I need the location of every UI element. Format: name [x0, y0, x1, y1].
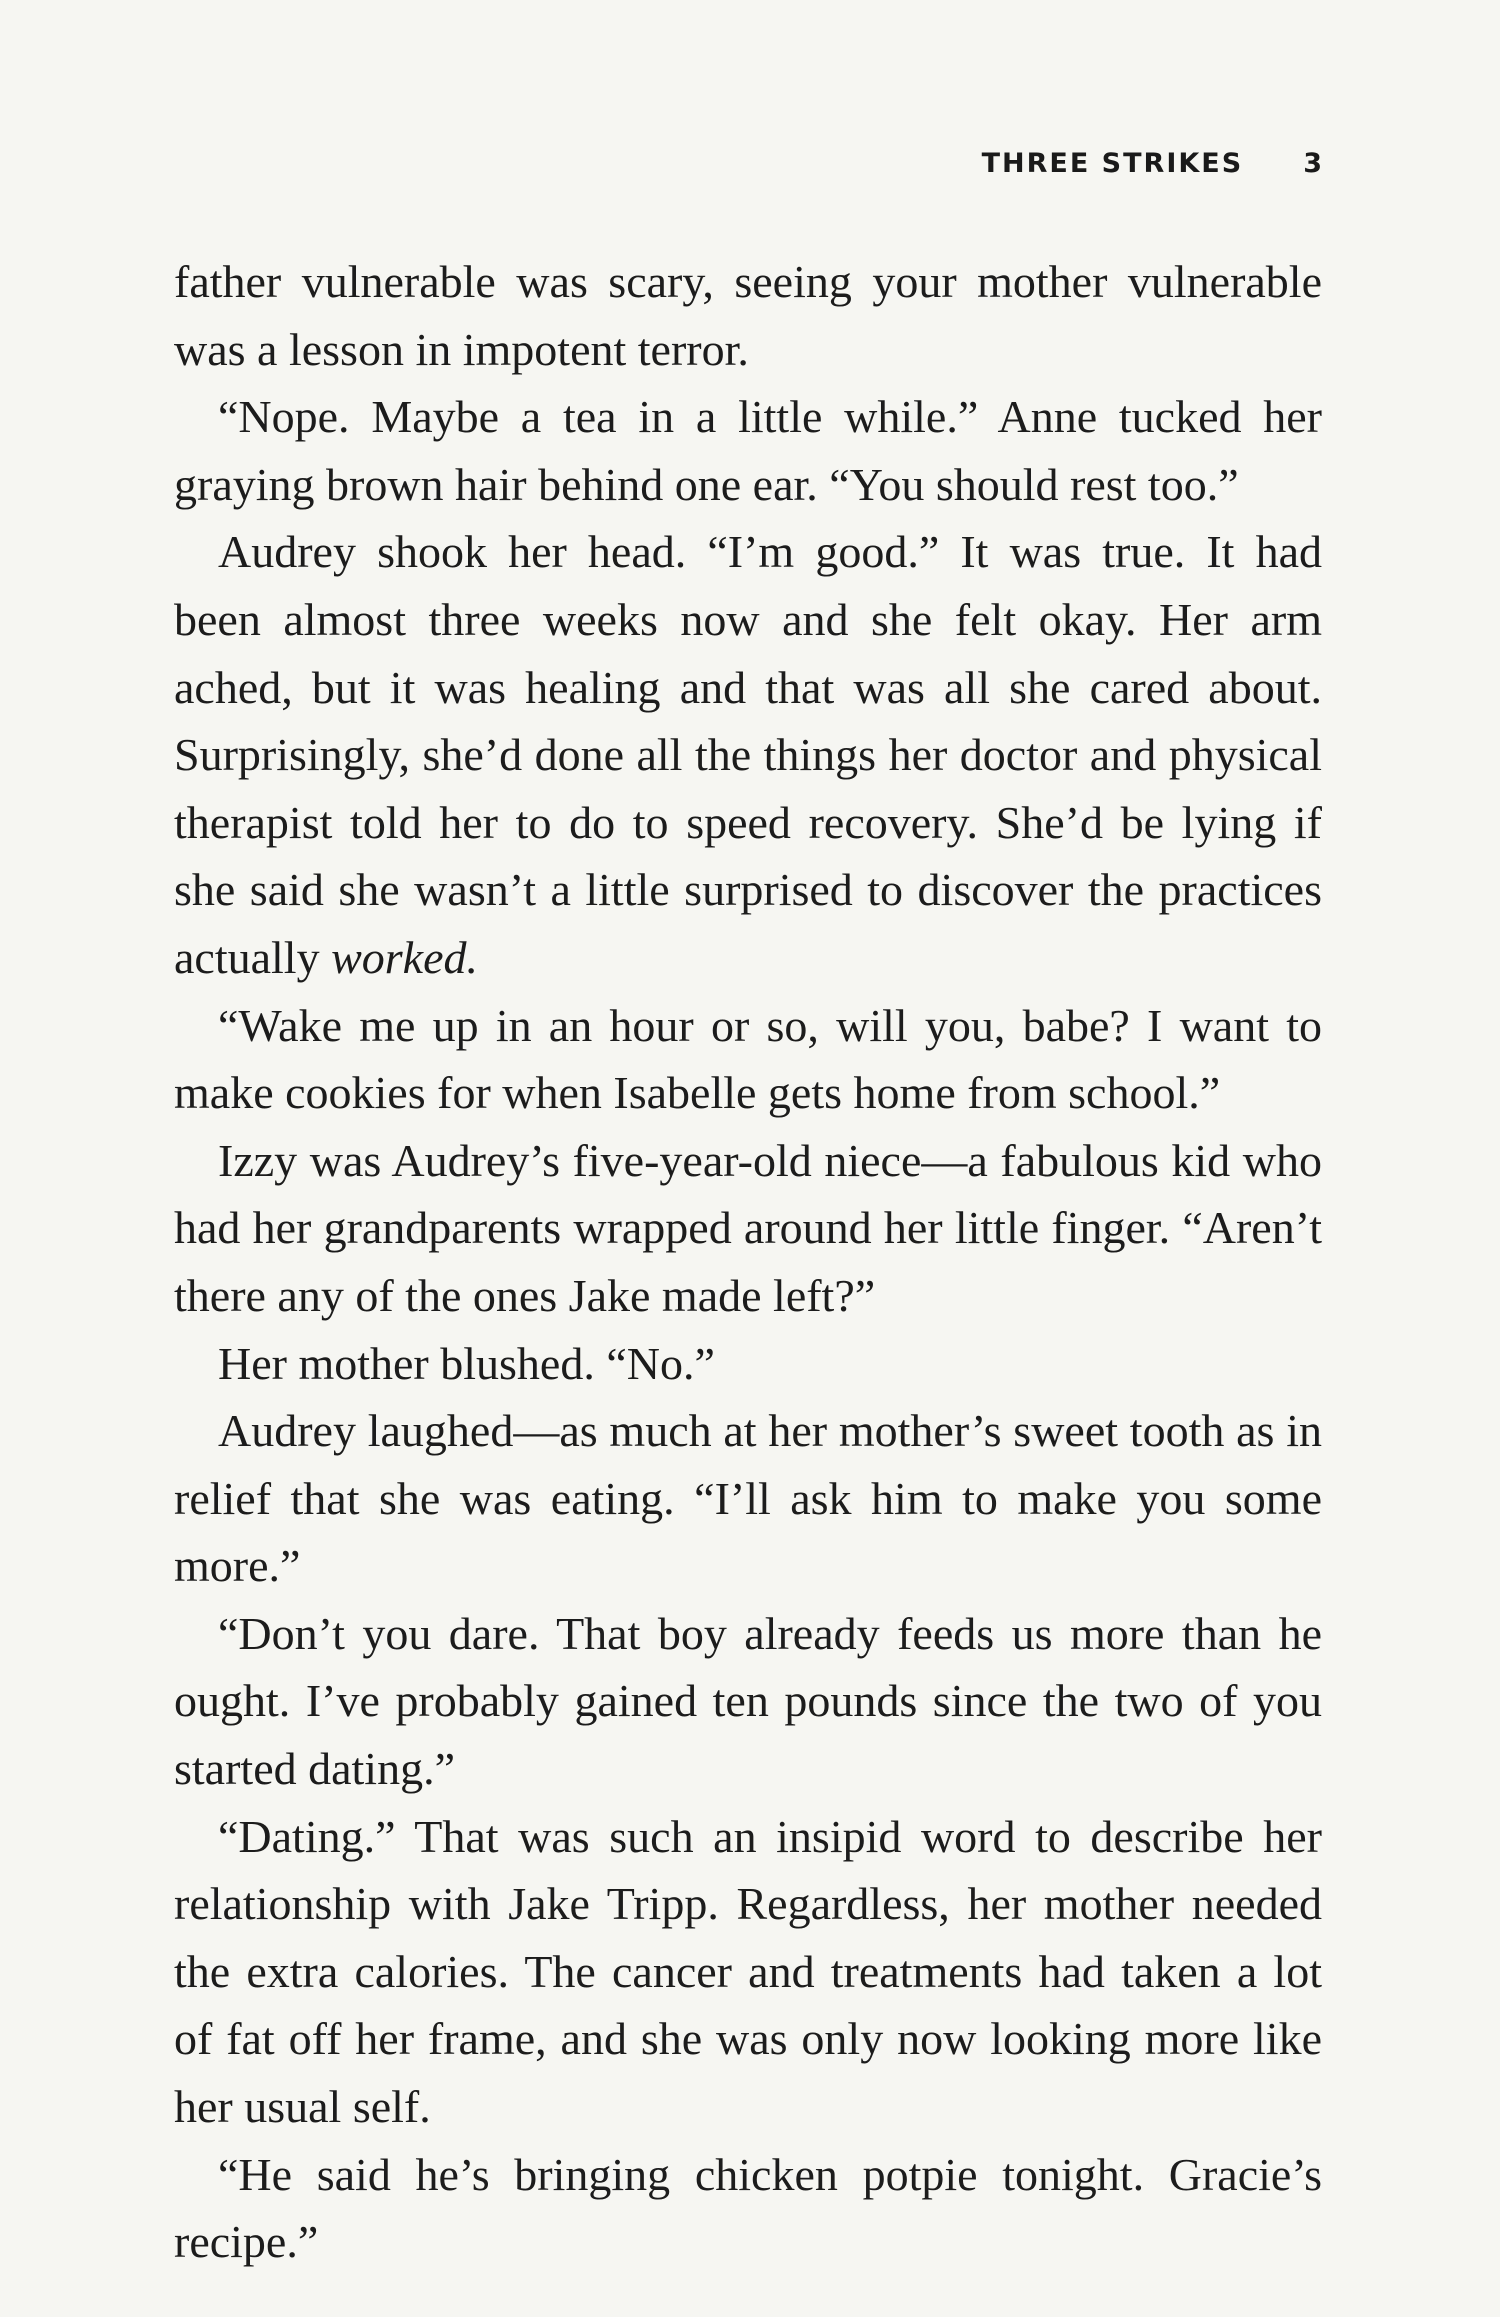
body-text — [174, 248, 1322, 2276]
paragraph-2: “Nope. Maybe a tea in a little while.” Anne tucked her graying brown hair behind one ear. “You should rest too.” — [174, 391, 1322, 510]
paragraph-4: “Wake me up in an hour or so, will you, babe? I want to make cookies for when Isabelle gets home from school.” — [174, 999, 1322, 1119]
running-title: THREE STRIKES — [981, 148, 1244, 179]
paragraph-3 — [174, 518, 1322, 991]
paragraph-6: Her mother blushed. “No.” — [218, 1337, 715, 1389]
paragraph-3-text: Audrey shook her head. “I’m good.” It was true. It had been almost three weeks now and she felt okay. Her arm ached, but it was healing and that was all she cared about. Surprisingly, she’d done all the things her doctor and physical therapist told her to do to speed recovery. She’d be lying if she said she wasn’t a little surprised to discover the practices actually — [174, 526, 1322, 983]
paragraph-3-emphasis: worked. — [331, 931, 479, 983]
paragraph-8: “Don’t you dare. That boy already feeds us more than he ought. I’ve probably gained ten pounds since the two of you started dating.” — [174, 1607, 1322, 1795]
paragraph-5: Izzy was Audrey’s five-year-old niece—a fabulous kid who had her grandparents wrapped around her little finger. “Aren’t there any of the ones Jake made left?” — [174, 1134, 1322, 1321]
paragraph-1: father vulnerable was scary, seeing your mother vulnerable was a lesson in impotent terror. — [174, 256, 1322, 375]
page-number: 3 — [1303, 148, 1322, 179]
paragraph-10: “He said he’s bringing chicken potpie tonight. Gracie’s recipe.” — [174, 2148, 1322, 2268]
running-head — [982, 148, 1322, 179]
paragraph-7: Audrey laughed—as much at her mother’s sweet tooth as in relief that she was eating. “I’ll ask him to make you some more.” — [174, 1405, 1322, 1592]
paragraph-9: “Dating.” That was such an insipid word to describe her relationship with Jake Tripp. Regardless, her mother needed the extra calories. The cancer and treatments had taken a lot of fat off her frame, and she was only now looking more like her usual self. — [174, 1810, 1322, 2133]
